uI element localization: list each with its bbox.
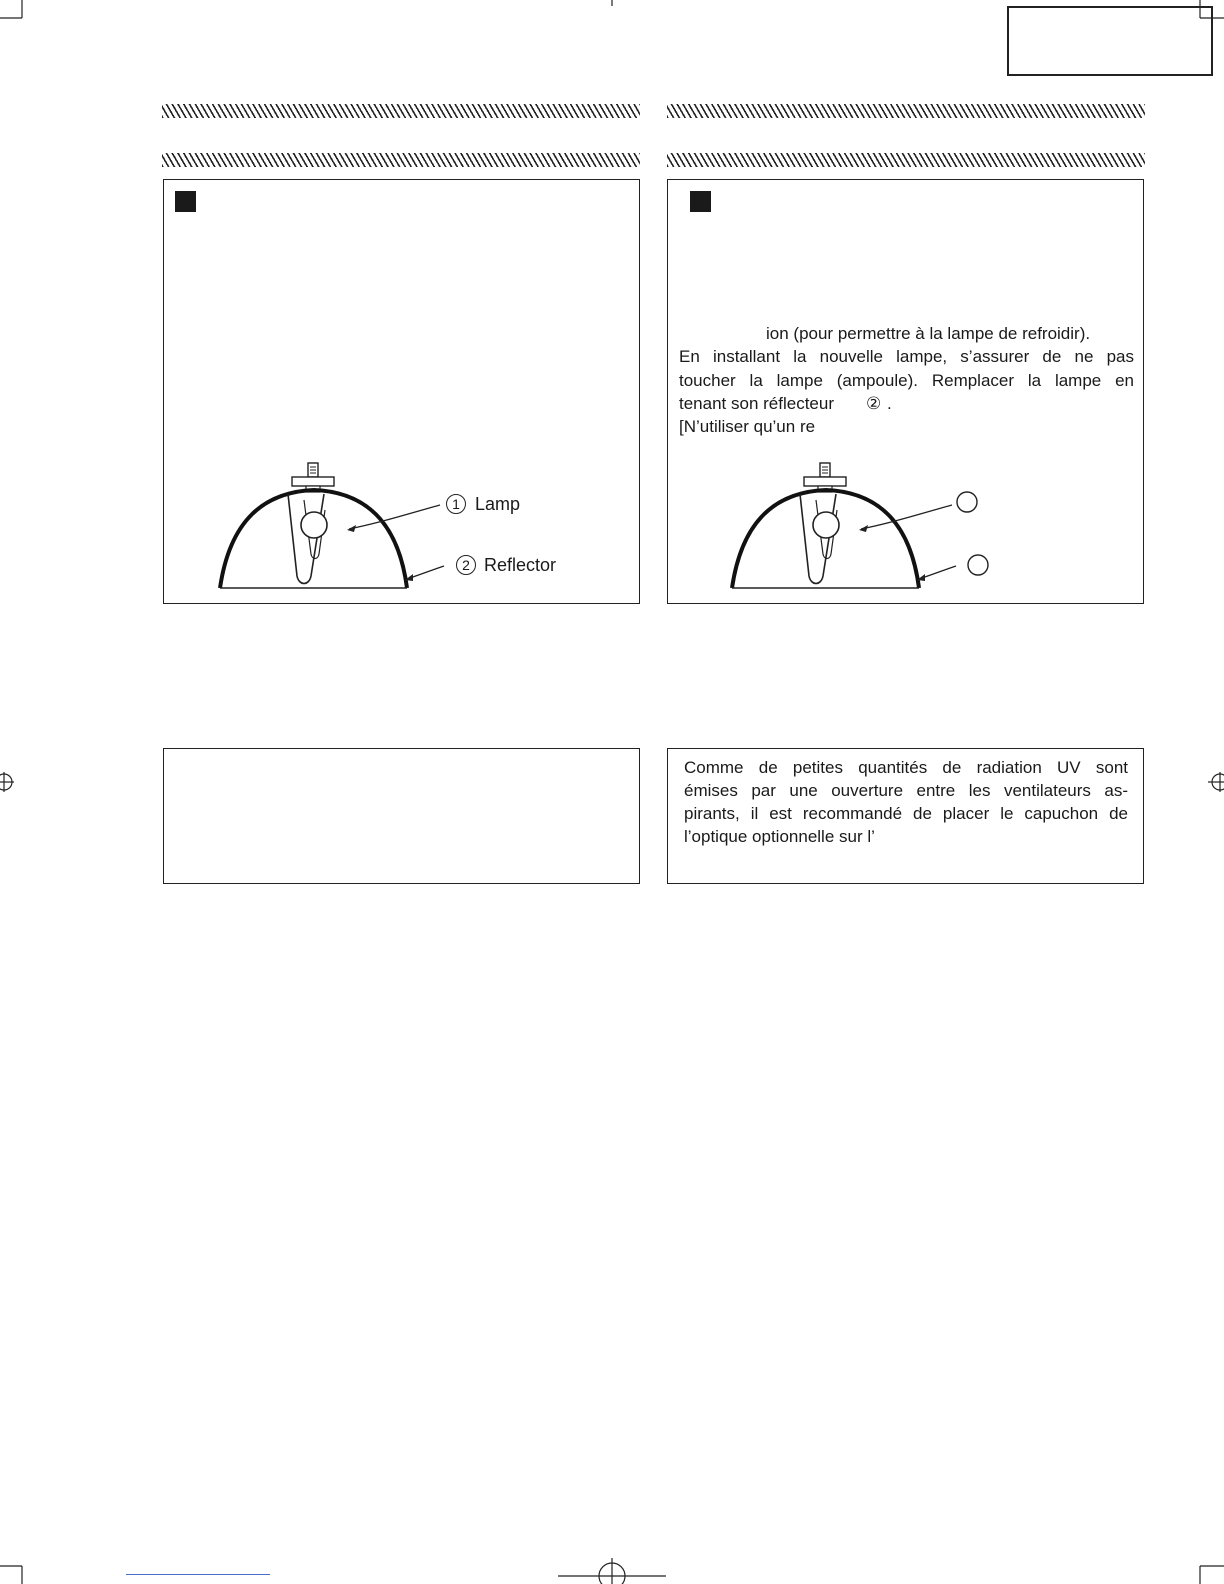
lamp-label: Lamp bbox=[475, 494, 521, 514]
uv-note-line-3: pirants, il est recommandé de placer le capuchon de bbox=[684, 804, 1128, 823]
instruction-line-4-text: tenant son réflecteur bbox=[679, 394, 834, 413]
uv-note-line-4: l’optique optionnelle sur l’ bbox=[684, 827, 875, 846]
uv-note-line-1: Comme de petites quantités de radiation UV sont bbox=[684, 758, 1128, 777]
right-uv-note-box bbox=[667, 748, 1144, 884]
instruction-line-5: [N’utiliser qu’un re bbox=[679, 417, 816, 436]
left-lamp-panel bbox=[163, 179, 640, 604]
right-lamp-panel bbox=[667, 179, 1144, 604]
lamp-reflector-diagram bbox=[668, 180, 1145, 605]
lamp-callout-number: 1 bbox=[446, 494, 466, 514]
footer-link-underline bbox=[126, 1574, 270, 1575]
reflector-label: Reflector bbox=[484, 555, 557, 575]
section-header-hatch-right-2 bbox=[667, 153, 1145, 167]
page-tab-box bbox=[1007, 6, 1213, 76]
instruction-line-2: En installant la nouvelle lampe, s’assurer de ne pas bbox=[679, 347, 1134, 366]
reflector-ref-number: ② bbox=[866, 394, 882, 413]
instruction-line-4-period: . bbox=[887, 394, 892, 413]
lamp-reflector-diagram bbox=[164, 180, 641, 605]
instruction-line-3: toucher la lampe (ampoule). Remplacer la lampe en bbox=[679, 371, 1134, 390]
section-header-hatch-left-2 bbox=[162, 153, 640, 167]
uv-note-line-2: émises par une ouverture entre les ventilateurs as- bbox=[684, 781, 1128, 800]
section-header-hatch-left-1 bbox=[162, 104, 640, 118]
reflector-callout-number: 2 bbox=[456, 555, 476, 575]
instruction-line-1: ion (pour permettre à la lampe de refroidir). bbox=[766, 324, 1091, 343]
section-header-hatch-right-1 bbox=[667, 104, 1145, 118]
left-uv-note-box bbox=[163, 748, 640, 884]
